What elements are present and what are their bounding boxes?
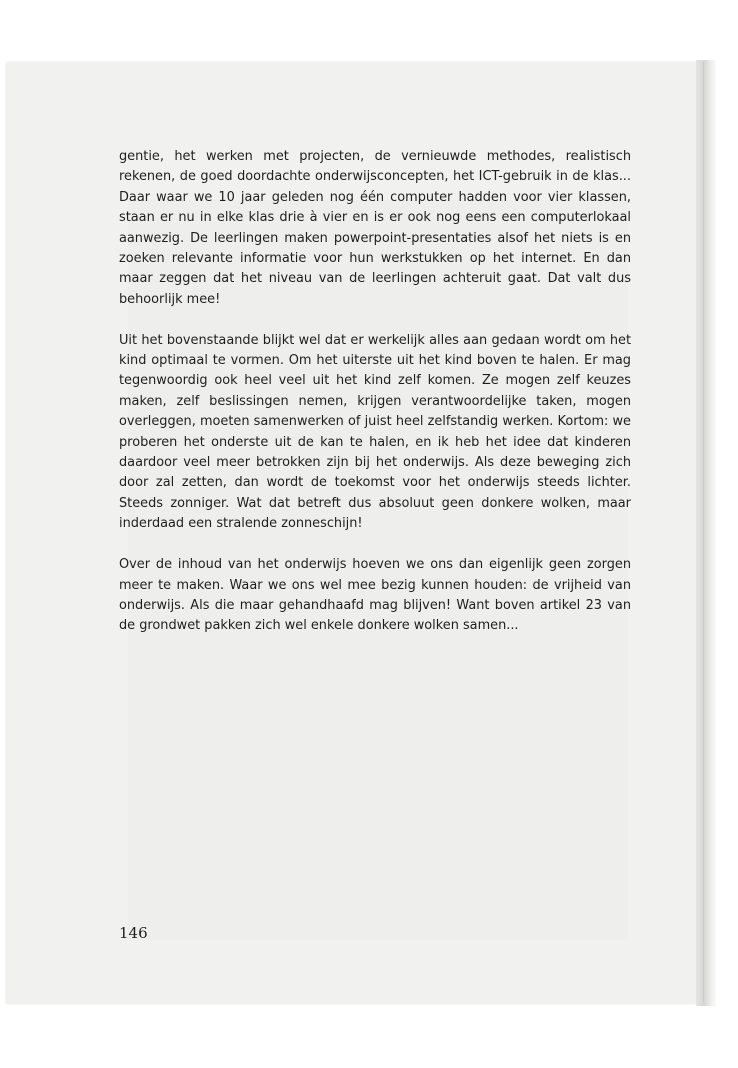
body-text — [119, 147, 631, 637]
page-number: 146 — [119, 924, 148, 942]
paragraph-2: Uit het bovenstaande blijkt wel dat er werkelijk alles aan gedaan wordt om het kind optimaal te vormen. Om het uiterste uit het kind boven te halen. Er mag tegenwoordig ook heel veel uit het kind zelf komen. Ze mogen zelf keuzes maken, zelf beslissingen nemen, krijgen verantwoordelijke taken, mogen overleggen, moeten samenwerken of juist heel zelfstandig werken. Kortom: we proberen het onderste uit de kan te halen, en ik heb het idee dat kinderen daardoor veel meer betrokken zijn bij het onderwijs. Als deze beweging zich door zal zetten, dan wordt de toekomst voor het onderwijs steeds lichter. Steeds zonniger. Wat dat betreft dus absoluut geen donkere wolken, maar inderdaad een stralende zonneschijn! — [119, 332, 631, 532]
paragraph-3: Over de inhoud van het onderwijs hoeven we ons dan eigenlijk geen zorgen meer te maken. Waar we ons wel mee bezig kunnen houden: de vrijheid van onderwijs. Als die maar gehandhaafd mag blijven! Want boven artikel 23 van de grondwet pakken zich wel enkele donkere wolken samen... — [119, 557, 631, 634]
page-edge — [696, 60, 716, 1006]
page-edge-line — [703, 62, 704, 1002]
paragraph-1: gentie, het werken met projecten, de vernieuwde methodes, realistisch rekenen, de goed doordachte onderwijsconcepten, het ICT-gebruik in de klas... Daar waar we 10 jaar geleden nog één computer hadden voor vier klassen, staan er nu in elke klas drie à vier en is er ook nog eens een computerlokaal aanwezig. De leerlingen maken powerpoint-presentaties alsof het niets is en zoeken relevante informatie voor hun werkstukken op het internet. En dan maar zeggen dat het niveau van de leerlingen achteruit gaat. Dat valt dus behoorlijk mee! — [119, 149, 631, 307]
